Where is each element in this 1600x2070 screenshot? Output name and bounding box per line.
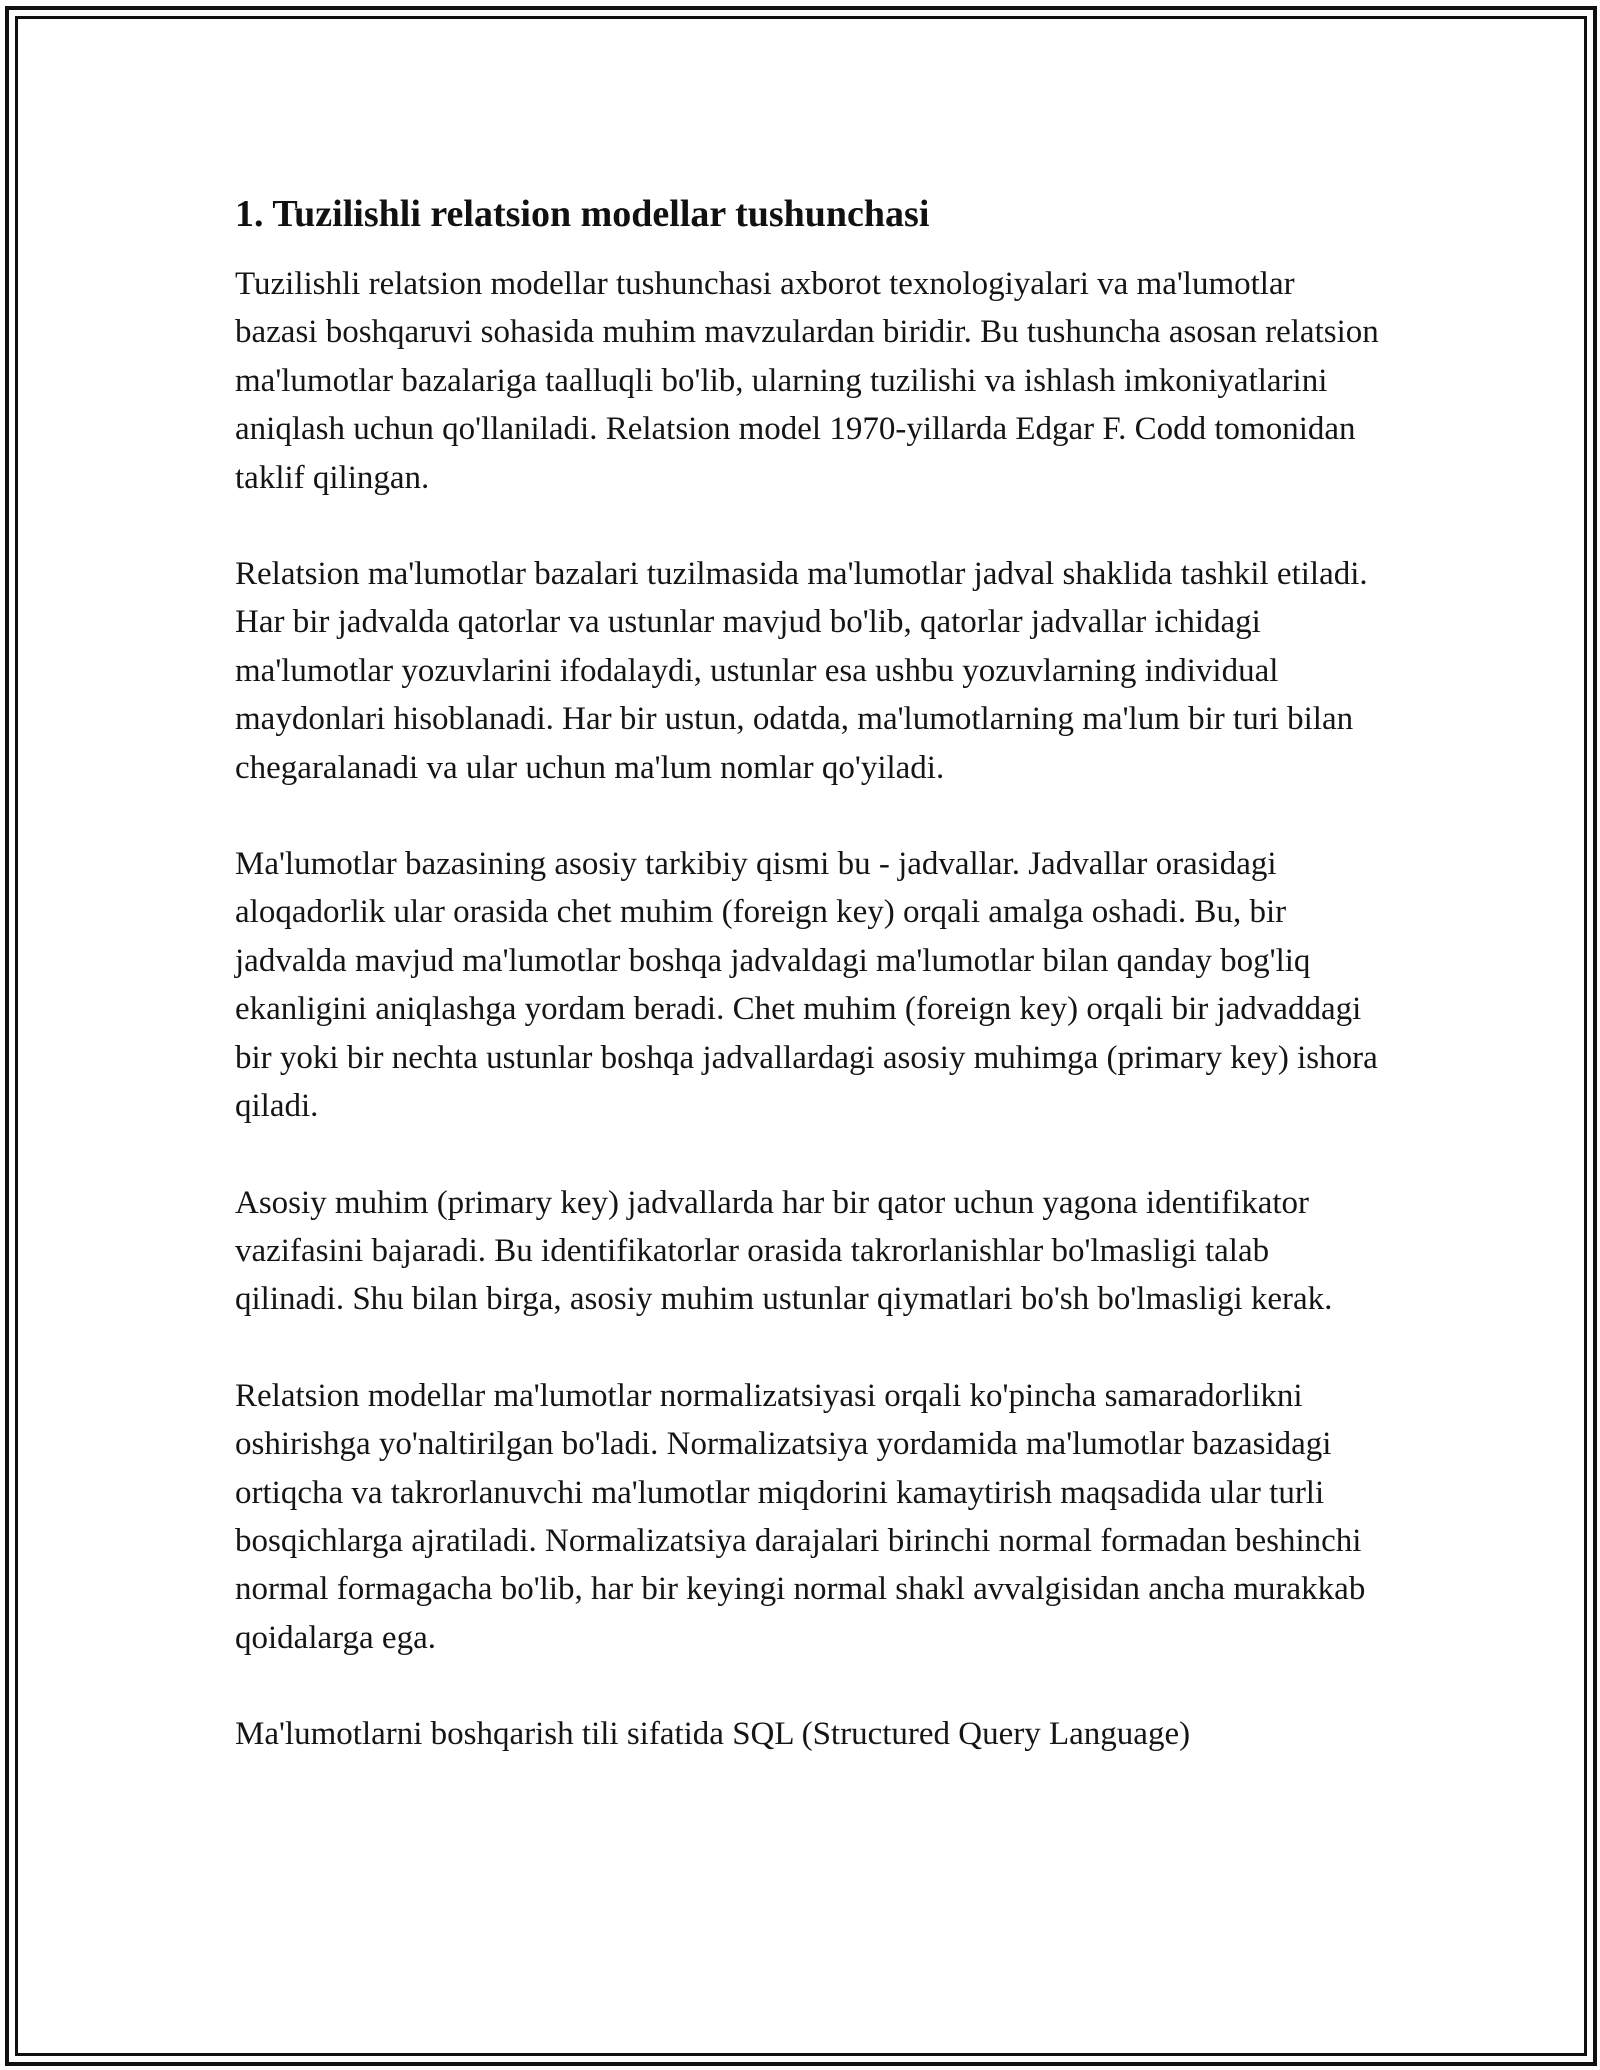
paragraph-tables: Relatsion ma'lumotlar bazalari tuzilmasida ma'lumotlar jadval shaklida tashkil etiladi. Har bir jadvalda qatorlar va ustunlar mavjud bo'lib, qatorlar jadvallar ichidagi ma'lumotlar yozuvlarini ifodalaydi, ustunlar esa ushbu yozuvlarning individual maydonlari hisoblanadi. Har bir ustun, odatda, ma'lumotlarning ma'lum bir turi bilan chegaralanadi va ular uchun ma'lum nomlar qo'yiladi.: [235, 556, 1368, 786]
paragraph-primary-key: Asosiy muhim (primary key) jadvallarda har bir qator uchun yagona identifikator vazifasini bajaradi. Bu identifikatorlar orasida takrorlanishlar bo'lmasligi talab qilinadi. Shu bilan birga, asosiy muhim ustunlar qiymatlari bo'sh bo'lmasligi kerak.: [235, 1184, 1333, 1318]
document-body: [235, 188, 1385, 1759]
paragraph-foreign-key: Ma'lumotlar bazasining asosiy tarkibiy qismi bu - jadvallar. Jadvallar orasidagi aloqadorlik ular orasida chet muhim (foreign key) orqali amalga oshadi. Bu, bir jadvalda mavjud ma'lumotlar boshqa jadvaldagi ma'lumotlar bilan qanday bog'liq ekanligini aniqlashga yordam beradi. Chet muhim (foreign key) orqali bir jadvaddagi bir yoki bir nechta ustunlar boshqa jadvallardagi asosiy muhimga (primary key) ishora qiladi.: [235, 846, 1378, 1125]
paragraph-intro: Tuzilishli relatsion modellar tushunchasi axborot texnologiyalari va ma'lumotlar bazasi boshqaruvi sohasida muhim mavzulardan biridir. Bu tushuncha asosan relatsion ma'lumotlar bazalariga taalluqli bo'lib, ularning tuzilishi va ishlash imkoniyatlarini aniqlash uchun qo'llaniladi. Relatsion model 1970-yillarda Edgar F. Codd tomonidan taklif qilingan.: [235, 266, 1379, 496]
section-heading: 1. Tuzilishli relatsion modellar tushunchasi: [235, 193, 930, 235]
paragraph-normalization: Relatsion modellar ma'lumotlar normalizatsiyasi orqali ko'pincha samaradorlikni oshirishga yo'naltirilgan bo'ladi. Normalizatsiya yordamida ma'lumotlar bazasidagi ortiqcha va takrorlanuvchi ma'lumotlar miqdorini kamaytirish maqsadida ular turli bosqichlarga ajratiladi. Normalizatsiya darajalari birinchi normal formadan beshinchi normal formagacha bo'lib, har bir keyingi normal shakl avvalgisidan ancha murakkab qoidalarga ega.: [235, 1377, 1366, 1656]
paragraph-sql: Ma'lumotlarni boshqarish tili sifatida SQL (Structured Query Language): [235, 1716, 1191, 1753]
